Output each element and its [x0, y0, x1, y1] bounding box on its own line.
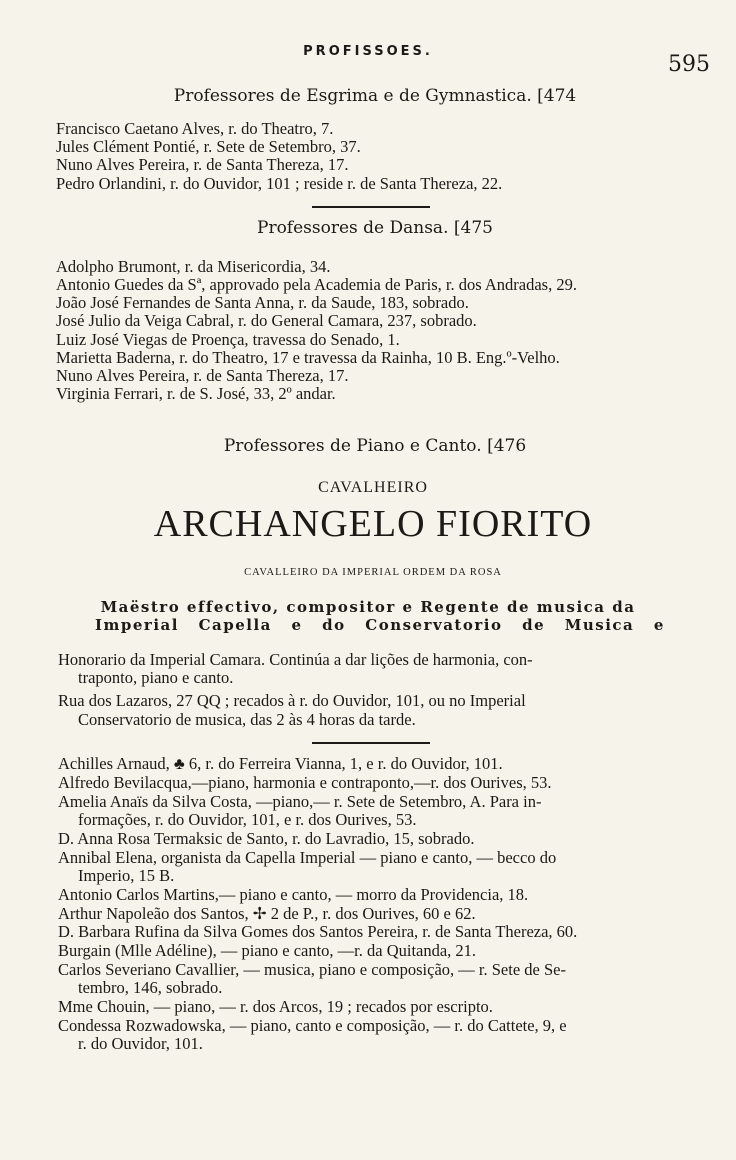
list-item-continued: formações, r. do Ouvidor, 101, e r. dos Ourives, 53.: [78, 810, 417, 829]
gothic-word: de: [522, 616, 546, 634]
gothic-word: do: [322, 616, 346, 634]
section-title-dance: [0, 218, 736, 238]
list-item-continued: tembro, 146, sobrado.: [78, 978, 223, 997]
running-head: PROFISSOES.: [303, 44, 433, 59]
list-item: Antonio Guedes da Sª, approvado pela Academia de Paris, r. dos Andradas, 29.: [56, 275, 577, 294]
gothic-word: e: [653, 616, 665, 634]
featured-name: ARCHANGELO FIORITO: [153, 503, 593, 545]
list-item: Luiz José Viegas de Proença, travessa do Senado, 1.: [56, 330, 400, 349]
gothic-word: Conservatorio: [365, 616, 503, 634]
list-item: D. Anna Rosa Termaksic de Santo, r. do Lavradio, 15, sobrado.: [58, 829, 475, 848]
section-number: [474: [537, 86, 577, 106]
honorario-line-1: Honorario da Imperial Camara. Continúa a dar lições de harmonia, con-: [58, 650, 533, 669]
section-title-fencing: [0, 86, 736, 106]
rua-line-2: Conservatorio de musica, das 2 às 4 horas da tarde.: [78, 710, 416, 729]
list-item-continued: Imperio, 15 B.: [78, 866, 175, 885]
list-item: Carlos Severiano Cavallier, — musica, piano e composição, — r. Sete de Se-: [58, 960, 566, 979]
list-item: Nuno Alves Pereira, r. de Santa Thereza, 17.: [56, 155, 349, 174]
section-number: [475: [453, 218, 493, 238]
order-line: CAVALLEIRO DA IMPERIAL ORDEM DA ROSA: [244, 567, 502, 578]
rua-line-1: Rua dos Lazaros, 27 QQ ; recados à r. do Ouvidor, 101, ou no Imperial: [58, 691, 526, 710]
section-title-text: Professores de Piano e Canto.: [223, 436, 482, 456]
gothic-word: e: [291, 616, 303, 634]
list-item: Virginia Ferrari, r. de S. José, 33, 2º andar.: [56, 384, 336, 403]
gothic-line-1: Maëstro effectivo, compositor e Regente de musica da: [100, 598, 636, 616]
gothic-word: Musica: [564, 616, 635, 634]
section-title-text: Professores de Dansa.: [257, 218, 449, 238]
list-item: Jules Clément Pontié, r. Sete de Setembro, 37.: [56, 137, 361, 156]
list-item: Mme Chouin, — piano, — r. dos Arcos, 19 ; recados por escripto.: [58, 997, 493, 1016]
honorario-line-2: traponto, piano e canto.: [78, 668, 234, 687]
list-item: João José Fernandes de Santa Anna, r. da Saude, 183, sobrado.: [56, 293, 469, 312]
list-item: Nuno Alves Pereira, r. de Santa Thereza, 17.: [56, 366, 349, 385]
list-item: Condessa Rozwadowska, — piano, canto e composição, — r. do Cattete, 9, e: [58, 1016, 567, 1035]
list-item: Marietta Baderna, r. do Theatro, 17 e travessa da Rainha, 10 B. Eng.º-Velho.: [56, 348, 560, 367]
list-item: D. Barbara Rufina da Silva Gomes dos Santos Pereira, r. de Santa Thereza, 60.: [58, 922, 578, 941]
gothic-line-2: [95, 616, 665, 634]
list-item: Burgain (Mlle Adéline), — piano e canto, —r. da Quitanda, 21.: [58, 941, 477, 960]
list-item: Achilles Arnaud, ♣ 6, r. do Ferreira Vianna, 1, e r. do Ouvidor, 101.: [58, 754, 503, 773]
list-item: Adolpho Brumont, r. da Misericordia, 34.: [56, 257, 331, 276]
section-title-piano: [0, 436, 736, 456]
list-item-continued: r. do Ouvidor, 101.: [78, 1034, 203, 1053]
gothic-word: Capella: [198, 616, 272, 634]
list-item: Annibal Elena, organista da Capella Imperial — piano e canto, — becco do: [58, 848, 557, 867]
list-item: Alfredo Bevilacqua,—piano, harmonia e contraponto,—r. dos Ourives, 53.: [58, 773, 552, 792]
page-number: 595: [668, 52, 710, 77]
list-item: Francisco Caetano Alves, r. do Theatro, 7.: [56, 119, 334, 138]
list-item: Pedro Orlandini, r. do Ouvidor, 101 ; reside r. de Santa Thereza, 22.: [56, 174, 503, 193]
section-title-text: Professores de Esgrima e de Gymnastica.: [173, 86, 532, 106]
list-item: Arthur Napoleão dos Santos, ✢ 2 de P., r. dos Ourives, 60 e 62.: [58, 904, 476, 923]
divider: [312, 742, 430, 744]
section-number: [476: [487, 436, 527, 456]
list-item: Amelia Anaïs da Silva Costa, —piano,— r. Sete de Setembro, A. Para in-: [58, 792, 542, 811]
gothic-word: Imperial: [95, 616, 179, 634]
cavalheiro-label: CAVALHEIRO: [318, 479, 428, 496]
list-item: Antonio Carlos Martins,— piano e canto, — morro da Providencia, 18.: [58, 885, 529, 904]
divider: [312, 206, 430, 208]
list-item: José Julio da Veiga Cabral, r. do General Camara, 237, sobrado.: [56, 311, 477, 330]
